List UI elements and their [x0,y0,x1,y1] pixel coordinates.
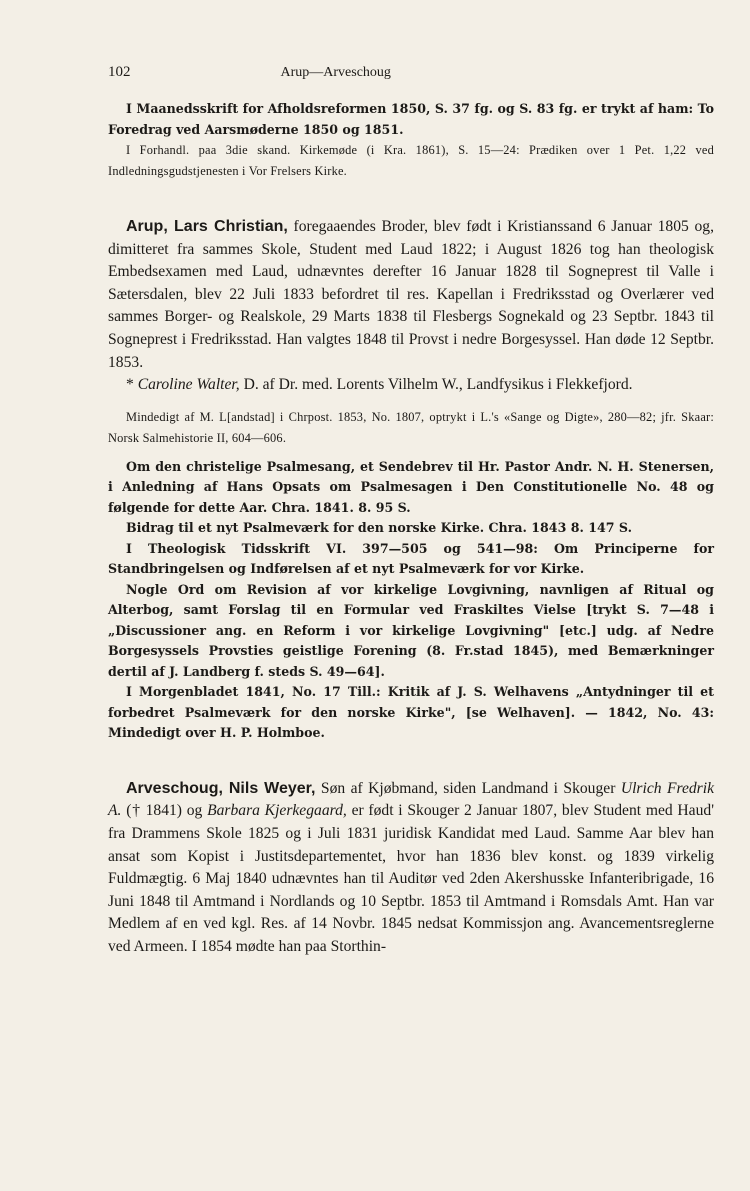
entry-bio-arup: foregaaendes Broder, blev født i Kristianssand 6 Januar 1805 og, dimitteret fra sammes Skole, Student med Laud 1822; i August 1826 tog han theologisk Embedsexamen med Laud, udnævntes derefter 16 Januar 1828 til Sogneprest til Valle i Sætersdalen, blev 22 Juli 1833 befordret til res. Kapellan i Fredriksstad og Overlærer ved sammes Borger- og Realskole, 29 Marts 1838 til Flesbergs Sognekald og 23 Septbr. 1843 til Sogneprest i Fredriksstad. Han valgtes 1848 til Provst i nedre Borgesyssel. Han døde 12 Septbr. 1853. [108,218,714,371]
spouse-text: D. af Dr. med. Lorents Vilhelm W., Landfysikus i Flekkefjord. [243,376,633,394]
entry-bio-b: († 1841) og [126,802,203,820]
work-item: Nogle Ord om Revision af vor kirkelige Lovgivning, navnligen af Ritual og Alterbog, samt Forslag til en Formular ved Fraskiltes Vielse [trykt S. 7—48 i „Discussioner ang. en Reform i vor kirkelige Lovgivning" [etc.] udg. af Nedre Borgesyssels Provsties geistlige Forening (8. Fr.stad 1845), med Bemærkninger dertil af J. Landberg f. steds S. 49—64]. [108,581,714,679]
work-item: Om den christelige Psalmesang, et Sendebrev til Hr. Pastor Andr. N. H. Stenersen, i Anledning af Hans Opsats om Psalmesagen i Den Constitutionelle No. 48 og følgende for dette Aar. Chra. 1841. 8. 95 S. [108,458,714,515]
spouse-name: Caroline Walter, [137,376,240,394]
memorial-note: Mindedigt af M. L[andstad] i Chrpost. 1853, No. 1807, optrykt i L.'s «Sange og Digte», 280—82; jfr. Skaar: Norsk Salmehistorie II, 604—606. [108,409,714,445]
spouse-line [108,374,714,397]
spouse-marker: * [126,376,134,394]
father-name: Ulrich Fredrik A. [108,779,715,820]
entry-bio-a: Søn af Kjøbmand, siden Landmand i Skouger [320,779,616,797]
entry-name-arveschoug: Arveschoug, Nils Weyer, [126,779,316,797]
reference-maanedsskrift: I Maanedsskrift for Afholdsreformen 1850, S. 37 fg. og S. 83 fg. er trykt af ham: To Foredrag ved Aarsmøderne 1850 og 1851. [108,101,714,137]
work-item: Bidrag til et nyt Psalmeværk for den norske Kirke. Chra. 1843 8. 147 S. [126,520,632,536]
entry-bio-c: er født i Skouger 2 Januar 1807, blev Student med Haud' fra Drammens Skole 1825 og i Juli 1831 juridisk Kandidat med Laud. Samme Aar blev han ansat som Kopist i Justitsdepartementet, hvor han 1836 blev konst. og 1839 virkelig Fuldmægtig. 6 Maj 1840 udnævntes han til Auditør ved 2den Akershusske Infanteribrigade, 16 Juni 1848 til Amtmand i Nordlands og 10 Septbr. 1853 til Amtmand i Romsdals Amt. Han var Medlem af en ved kgl. Res. af 14 Novbr. 1845 nedsat Kommissjon ang. Avancementsreglerne ved Armeen. I 1854 mødte han paa Storthin- [108,802,715,955]
page-header [108,64,668,81]
entry-arveschoug [108,778,714,959]
running-head: Arup—Arveschoug [280,65,391,80]
entry-name-arup: Arup, Lars Christian, [126,218,288,235]
page-number: 102 [108,64,131,80]
reference-kirkemode: I Forhandl. paa 3die skand. Kirkemøde (i Kra. 1861), S. 15—24: Prædiken over 1 Pet. 1,22 ved Indledningsgudstjenesten i Vor Frelsers Kirke. [108,143,714,178]
work-item: I Theologisk Tidsskrift VI. 397—505 og 541—98: Om Principerne for Standbringelsen og Indførelsen af et nyt Psalmeværk for vor Kirke. [108,540,714,577]
entry-arup [108,216,714,374]
work-item: I Morgenbladet 1841, No. 17 Till.: Kritik af J. S. Welhavens „Antydninger til et forbedret Psalmeværk for den norske Kirke", [se Welhaven]. — 1842, No. 43: Mindedigt over H. P. Holmboe. [108,684,714,741]
mother-name: Barbara Kjerkegaard, [207,802,347,820]
